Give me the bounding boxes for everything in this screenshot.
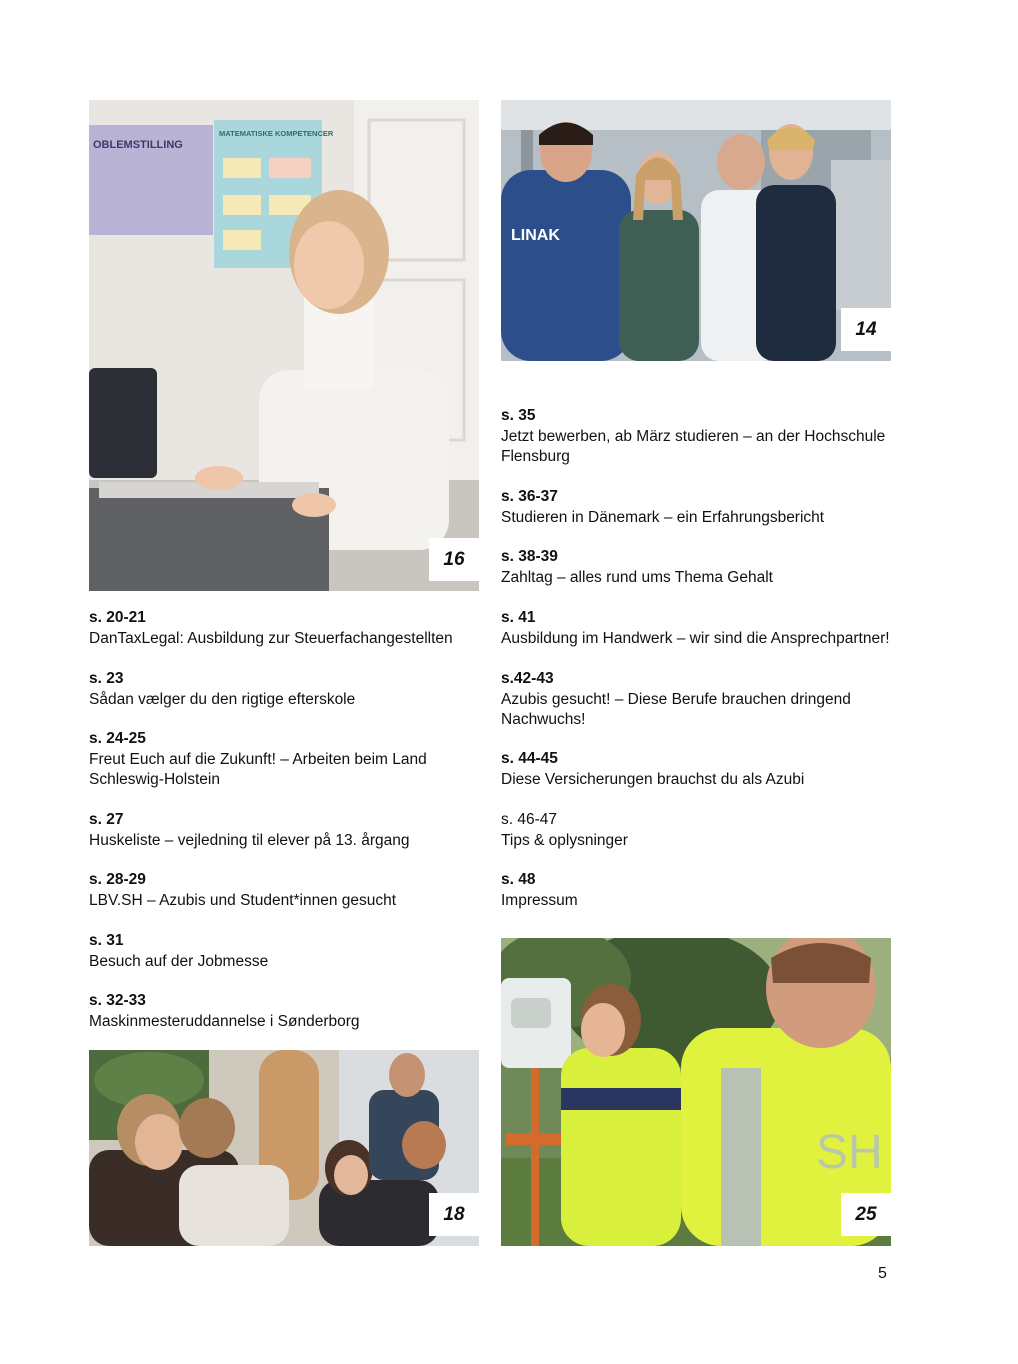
toc-title: Sådan vælger du den rigtige efterskole [89, 690, 356, 708]
toc-entry[interactable] [89, 729, 449, 791]
toc-page-ref: s. 32-33 [89, 992, 146, 1009]
toc-title: Freut Euch auf die Zukunft! – Arbeiten beim Land Schleswig-Holstein [89, 750, 427, 788]
toc-title: Jetzt bewerben, ab März studieren – an der Hochschule Flensburg [501, 427, 886, 465]
photo-page-badge: 18 [429, 1193, 479, 1236]
toc-page-ref: s.42-43 [501, 670, 554, 687]
poster2-title: MATEMATISKE KOMPETENCER [219, 129, 334, 138]
toc-page-ref: s. 46-47 [501, 811, 558, 828]
toc-page-ref: s. 20-21 [89, 609, 146, 626]
toc-entry[interactable] [89, 669, 489, 710]
vest-text: SH [816, 1126, 883, 1179]
photo-students-in-hall [89, 1050, 479, 1246]
toc-entry[interactable] [89, 608, 489, 649]
toc-page-ref: s. 24-25 [89, 730, 146, 747]
photo-surveyors-outdoors-illustration [501, 938, 891, 1246]
photo-page-badge: 25 [841, 1193, 891, 1236]
toc-title: Besuch auf der Jobmesse [89, 952, 269, 970]
toc-title: Impressum [501, 891, 578, 909]
toc-title: DanTaxLegal: Ausbildung zur Steuerfachangestellten [89, 629, 453, 647]
toc-page-ref: s. 38-39 [501, 548, 558, 565]
toc-entry[interactable] [501, 669, 861, 731]
toc-title: Diese Versicherungen brauchst du als Azubi [501, 770, 805, 788]
shirt-logo: LINAK [511, 227, 560, 244]
toc-title: LBV.SH – Azubis und Student*innen gesucht [89, 891, 397, 909]
page-number: 5 [878, 1265, 887, 1282]
toc-title: Zahltag – alles rund ums Thema Gehalt [501, 568, 773, 586]
toc-page-ref: s. 27 [89, 811, 124, 828]
toc-entry[interactable] [501, 749, 901, 790]
toc-page-ref: s. 35 [501, 407, 536, 424]
toc-entry[interactable] [89, 931, 489, 972]
toc-entry[interactable] [89, 810, 489, 851]
toc-page-ref: s. 36-37 [501, 488, 558, 505]
photo-page-badge: 14 [841, 308, 891, 351]
photo-students-in-hall-illustration [89, 1050, 479, 1246]
toc-entry[interactable] [501, 608, 901, 649]
toc-title: Maskinmesteruddannelse i Sønderborg [89, 1012, 360, 1030]
photo-group-in-workshop [501, 100, 891, 361]
toc-title: Huskeliste – vejledning til elever på 13. årgang [89, 831, 410, 849]
toc-page-ref: s. 48 [501, 871, 536, 888]
toc-page-ref: s. 28-29 [89, 871, 146, 888]
toc-entry[interactable] [501, 487, 901, 528]
toc-entry[interactable] [501, 547, 901, 588]
toc-title: Tips & oplysninger [501, 831, 628, 849]
toc-entry[interactable] [501, 870, 901, 911]
photo-woman-at-laptop [89, 100, 479, 591]
toc-entry[interactable] [501, 810, 901, 851]
photo-group-in-workshop-illustration [501, 100, 891, 361]
toc-title: Ausbildung im Handwerk – wir sind die Ansprechpartner! [501, 629, 890, 647]
photo-page-badge: 16 [429, 538, 479, 581]
toc-entry[interactable] [89, 991, 489, 1032]
toc-entry[interactable] [501, 406, 901, 468]
toc-title: Studieren in Dänemark – ein Erfahrungsbericht [501, 508, 825, 526]
toc-title: Azubis gesucht! – Diese Berufe brauchen dringend Nachwuchs! [501, 690, 851, 728]
toc-page-ref: s. 31 [89, 932, 124, 949]
toc-entry[interactable] [89, 870, 489, 911]
toc-page-ref: s. 44-45 [501, 750, 558, 767]
toc-page-ref: s. 41 [501, 609, 536, 626]
toc-page-ref: s. 23 [89, 670, 124, 687]
photo-woman-at-laptop-illustration [89, 100, 479, 591]
photo-surveyors-outdoors [501, 938, 891, 1246]
poster-title: OBLEMSTILLING [93, 139, 183, 151]
